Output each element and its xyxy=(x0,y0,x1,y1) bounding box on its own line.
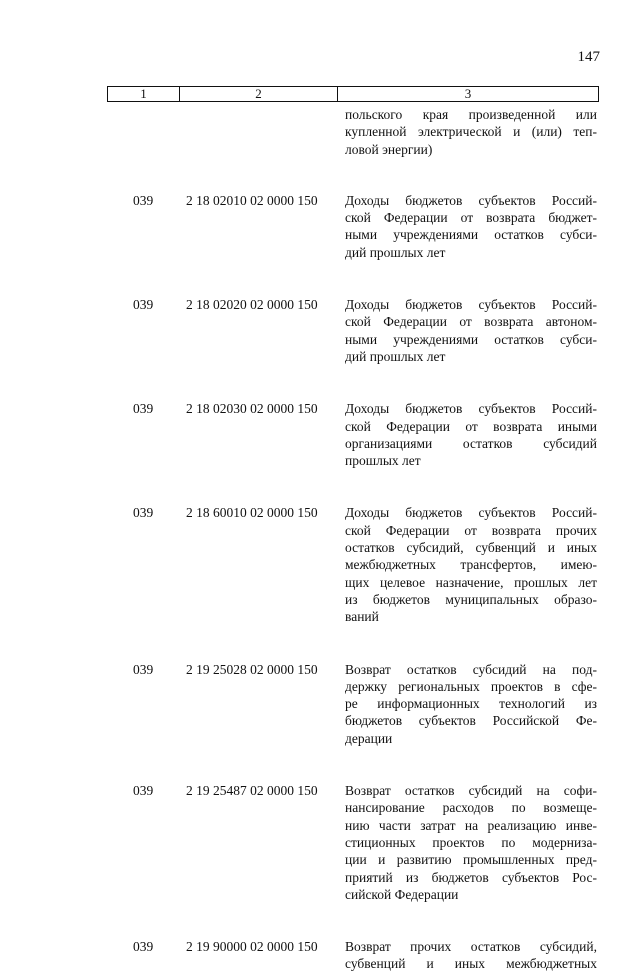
admin-code: 039 xyxy=(133,939,154,955)
row-description xyxy=(345,782,597,903)
table-row xyxy=(0,106,640,158)
description-line: купленной электрической и (или) теп- xyxy=(345,124,597,140)
admin-code: 039 xyxy=(133,783,154,799)
description-line: субвенций и иных межбюджетных xyxy=(345,956,597,972)
row-description xyxy=(345,661,597,747)
description-line: держку региональных проектов в сфе- xyxy=(345,678,597,694)
description-line: щих целевое назначение, прошлых лет xyxy=(345,574,597,590)
description-line: нансирование расходов по возмеще- xyxy=(345,800,597,816)
admin-code: 039 xyxy=(133,192,154,208)
table-row xyxy=(0,661,640,747)
description-line: ции и развитию промышленных пред- xyxy=(345,852,597,868)
description-line: ваний xyxy=(345,609,379,625)
table-row xyxy=(0,782,640,903)
description-line: ской Федерации от возврата иными xyxy=(345,418,597,434)
table-row xyxy=(0,192,640,261)
description-line: приятий из бюджетов субъектов Рос- xyxy=(345,869,597,885)
description-line: Доходы бюджетов субъектов Россий- xyxy=(345,401,597,417)
page-number: 147 xyxy=(577,49,600,65)
row-description xyxy=(345,400,597,469)
table-row xyxy=(0,938,640,973)
header-col-3: 3 xyxy=(464,86,472,101)
table-header xyxy=(107,86,599,102)
description-line: бюджетов субъектов Российской Фе- xyxy=(345,713,597,729)
kbk-code: 2 19 90000 02 0000 150 xyxy=(186,939,318,955)
table-row xyxy=(0,296,640,365)
description-line: из бюджетов муниципальных образо- xyxy=(345,591,597,607)
description-line: ской Федерации от возврата прочих xyxy=(345,522,597,538)
header-col-1: 1 xyxy=(108,87,180,101)
description-line: Доходы бюджетов субъектов Россий- xyxy=(345,192,597,208)
description-line: нию части затрат на реализацию инве- xyxy=(345,817,597,833)
row-description xyxy=(345,504,597,625)
header-col-2: 2 xyxy=(180,87,338,101)
description-line: Доходы бюджетов субъектов Россий- xyxy=(345,505,597,521)
row-description xyxy=(345,106,597,158)
description-line: ловой энергии) xyxy=(345,141,433,157)
kbk-code: 2 18 02030 02 0000 150 xyxy=(186,401,318,417)
description-line: Возврат остатков субсидий на под- xyxy=(345,661,597,677)
description-line: стиционных проектов по модерниза- xyxy=(345,834,597,850)
description-line: межбюджетных трансфертов, имею- xyxy=(345,557,597,573)
kbk-code: 2 18 60010 02 0000 150 xyxy=(186,505,318,521)
description-line: ными учреждениями остатков субси- xyxy=(345,227,597,243)
admin-code: 039 xyxy=(133,661,154,677)
description-line: дий прошлых лет xyxy=(345,244,446,260)
description-line: ными учреждениями остатков субси- xyxy=(345,331,597,347)
kbk-code: 2 18 02020 02 0000 150 xyxy=(186,297,318,313)
description-line: сийской Федерации xyxy=(345,886,459,902)
row-description xyxy=(345,296,597,365)
kbk-code: 2 18 02010 02 0000 150 xyxy=(186,192,318,208)
row-description xyxy=(345,192,597,261)
table-row xyxy=(0,504,640,625)
description-line: дерации xyxy=(345,730,393,746)
description-line: организациями остатков субсидий xyxy=(345,435,597,451)
row-description xyxy=(345,938,597,973)
description-line: остатков субсидий, субвенций и иных xyxy=(345,540,597,556)
admin-code: 039 xyxy=(133,505,154,521)
description-line: польского края произведенной или xyxy=(345,107,597,122)
description-line: Возврат остатков субсидий на софи- xyxy=(345,783,597,799)
kbk-code: 2 19 25028 02 0000 150 xyxy=(186,661,318,677)
description-line: ской Федерации от возврата бюджет- xyxy=(345,210,597,226)
table-row xyxy=(0,400,640,469)
description-line: Доходы бюджетов субъектов Россий- xyxy=(345,297,597,313)
description-line: прошлых лет xyxy=(345,453,421,469)
description-line: ской Федерации от возврата автоном- xyxy=(345,314,597,330)
kbk-code: 2 19 25487 02 0000 150 xyxy=(186,783,318,799)
description-line: Возврат прочих остатков субсидий, xyxy=(345,939,597,955)
description-line: дий прошлых лет xyxy=(345,348,446,364)
description-line: ре информационных технологий из xyxy=(345,696,597,712)
admin-code: 039 xyxy=(133,297,154,313)
admin-code: 039 xyxy=(133,401,154,417)
table-body xyxy=(0,106,640,973)
